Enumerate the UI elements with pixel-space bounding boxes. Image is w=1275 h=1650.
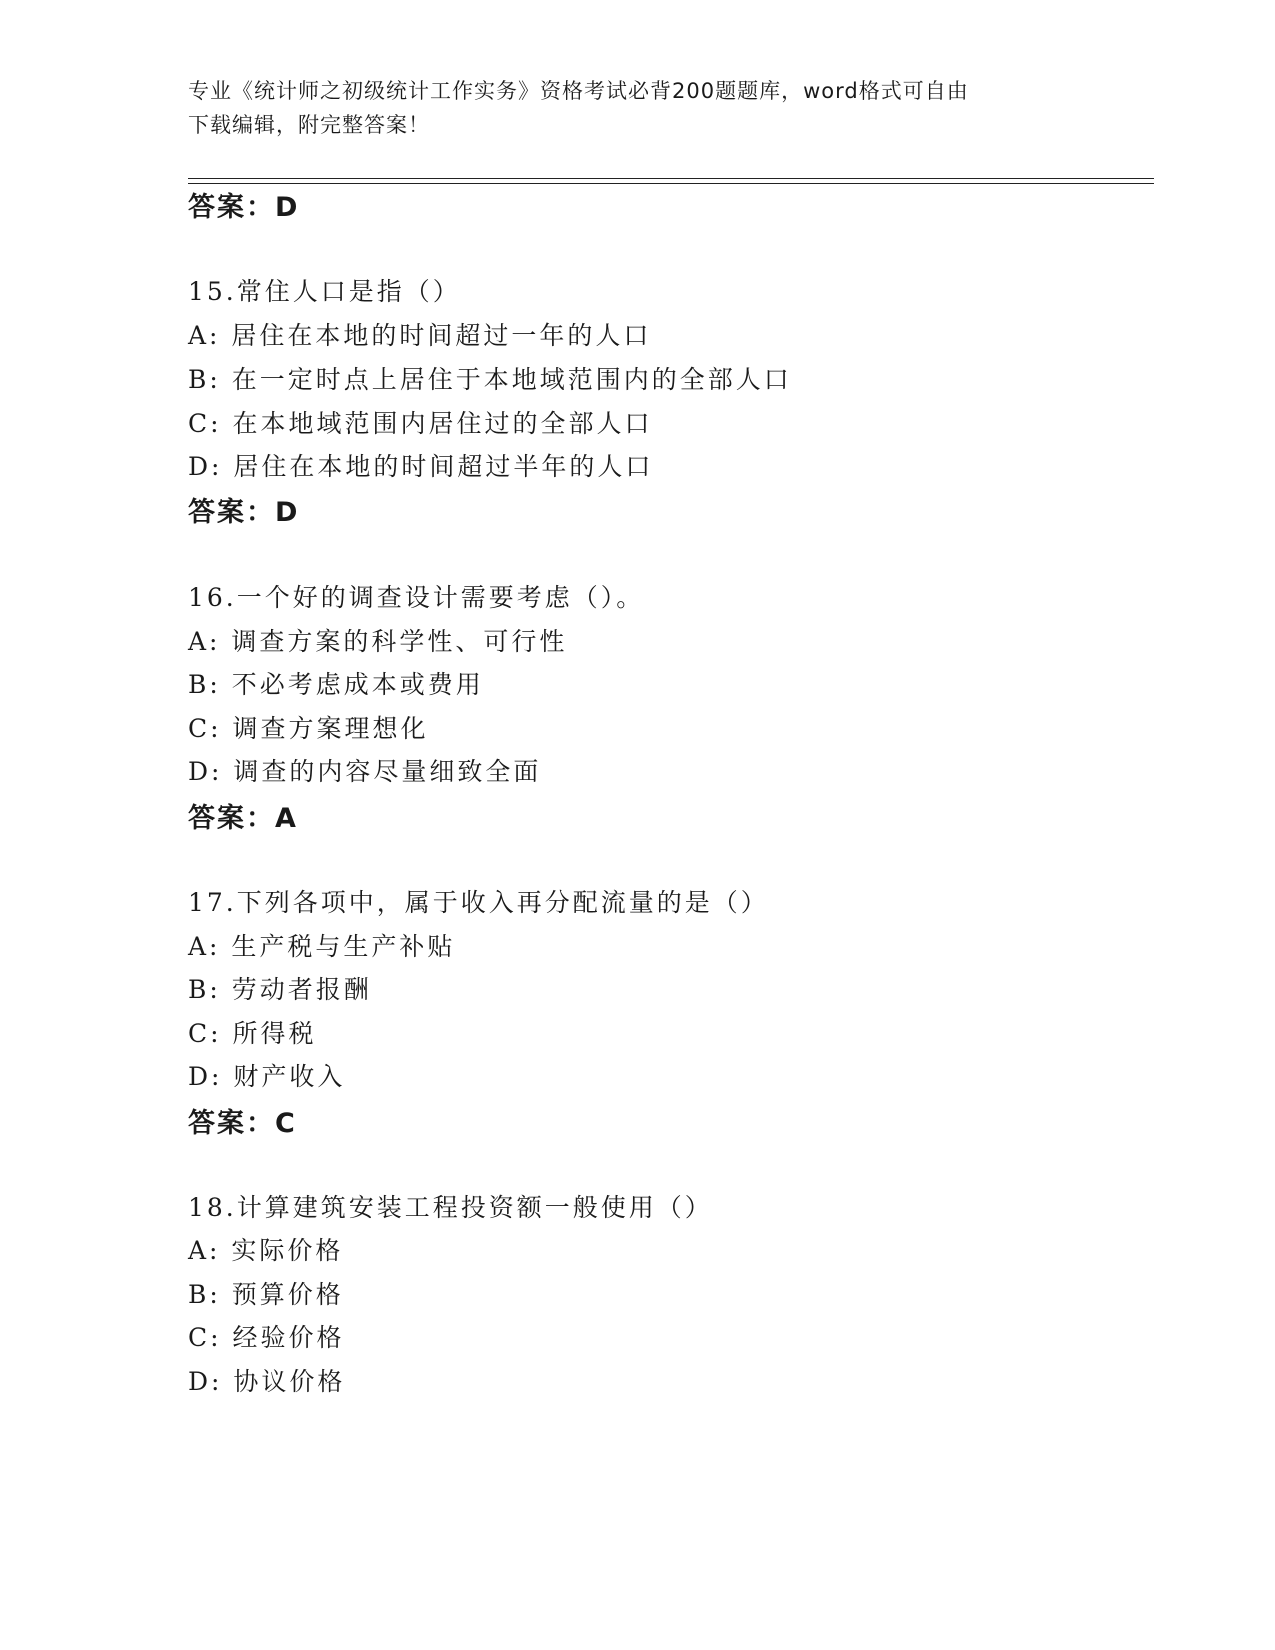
- question-17-option-c: C: 所得税: [188, 1019, 317, 1048]
- question-15-stem: 15.常住人口是指（）: [188, 277, 461, 306]
- previous-answer: 答案：D: [188, 192, 300, 223]
- question-16-option-a: A: 调查方案的科学性、可行性: [188, 627, 568, 656]
- question-16-option-c: C: 调查方案理想化: [188, 714, 429, 743]
- question-17-option-d: D: 财产收入: [188, 1062, 346, 1091]
- header-divider-bottom: [188, 183, 1154, 184]
- question-15-option-a: A: 居住在本地的时间超过一年的人口: [188, 321, 652, 350]
- header-line-1: 专业《统计师之初级统计工作实务》资格考试必背200题题库，word格式可自由: [188, 79, 969, 103]
- question-16-option-b: B: 不必考虑成本或费用: [188, 670, 484, 699]
- question-17-option-a: A: 生产税与生产补贴: [188, 932, 456, 961]
- header-divider-top: [188, 178, 1154, 179]
- question-17-answer: 答案：C: [188, 1108, 297, 1139]
- question-15-option-b: B: 在一定时点上居住于本地域范围内的全部人口: [188, 365, 792, 394]
- question-17-stem: 17.下列各项中，属于收入再分配流量的是（）: [188, 888, 769, 917]
- header-line-2: 下载编辑，附完整答案！: [188, 113, 430, 137]
- document-header: [188, 74, 1068, 142]
- question-16-answer: 答案：A: [188, 803, 298, 834]
- question-17-option-b: B: 劳动者报酬: [188, 975, 372, 1004]
- question-15-option-c: C: 在本地域范围内居住过的全部人口: [188, 409, 653, 438]
- question-18-option-d: D: 协议价格: [188, 1367, 346, 1396]
- question-18-option-c: C: 经验价格: [188, 1323, 345, 1352]
- question-18-option-b: B: 预算价格: [188, 1280, 344, 1309]
- question-18-stem: 18.计算建筑安装工程投资额一般使用（）: [188, 1193, 713, 1222]
- question-16-option-d: D: 调查的内容尽量细致全面: [188, 757, 542, 786]
- question-15-option-d: D: 居住在本地的时间超过半年的人口: [188, 452, 654, 481]
- question-18-option-a: A: 实际价格: [188, 1236, 344, 1265]
- question-16-stem: 16.一个好的调查设计需要考虑（）。: [188, 583, 645, 612]
- question-15-answer: 答案：D: [188, 497, 300, 528]
